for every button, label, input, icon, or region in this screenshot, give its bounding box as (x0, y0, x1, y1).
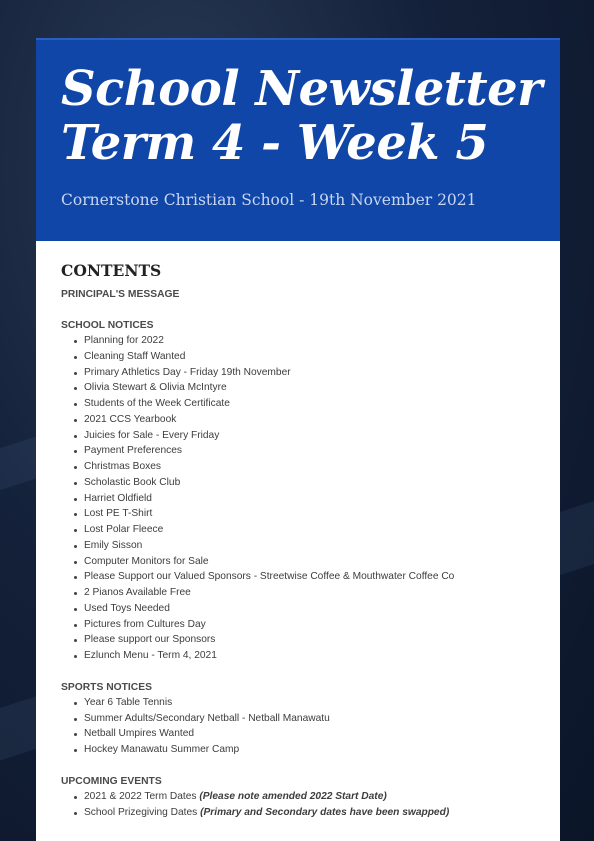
upcoming-events-heading[interactable]: UPCOMING EVENTS (61, 775, 162, 787)
event-text: 2021 & 2022 Term Dates (84, 790, 200, 802)
list-item[interactable]: Lost PE T-Shirt (84, 506, 535, 522)
list-item[interactable]: Christmas Boxes (84, 459, 535, 475)
contents-section (36, 241, 560, 820)
list-item[interactable]: Olivia Stewart & Olivia McIntyre (84, 380, 535, 396)
event-text: School Prizegiving Dates (84, 806, 201, 818)
list-item[interactable]: Used Toys Needed (84, 601, 535, 617)
list-item[interactable]: Cleaning Staff Wanted (84, 349, 535, 365)
newsletter-header (36, 38, 560, 241)
principal-message-link[interactable]: PRINCIPAL'S MESSAGE (61, 289, 180, 300)
upcoming-events-list (61, 789, 535, 821)
list-item[interactable]: Juicies for Sale - Every Friday (84, 428, 535, 444)
list-item[interactable]: Please Support our Valued Sponsors - Streetwise Coffee & Mouthwater Coffee Co (84, 569, 535, 585)
list-item[interactable]: Hockey Manawatu Summer Camp (84, 742, 535, 758)
sports-notices-heading[interactable]: SPORTS NOTICES (61, 681, 152, 693)
list-item[interactable] (84, 789, 535, 805)
school-notices-heading[interactable]: SCHOOL NOTICES (61, 320, 154, 331)
list-item[interactable]: Lost Polar Fleece (84, 522, 535, 538)
list-item[interactable] (84, 805, 535, 821)
title-line-1: School Newsletter (61, 61, 542, 117)
list-item[interactable]: Pictures from Cultures Day (84, 617, 535, 633)
list-item[interactable]: Netball Umpires Wanted (84, 726, 535, 742)
list-item[interactable]: Ezlunch Menu - Term 4, 2021 (84, 648, 535, 664)
list-item[interactable]: Planning for 2022 (84, 333, 535, 349)
list-item[interactable]: Primary Athletics Day - Friday 19th November (84, 365, 535, 381)
contents-heading: CONTENTS (61, 261, 162, 280)
sports-notices-list (61, 695, 535, 758)
newsletter-subtitle: Cornerstone Christian School - 19th November 2021 (61, 191, 477, 209)
newsletter-card (36, 38, 560, 841)
title-line-2: Term 4 - Week 5 (61, 115, 489, 171)
list-item[interactable]: Computer Monitors for Sale (84, 554, 535, 570)
list-item[interactable]: Year 6 Table Tennis (84, 695, 535, 711)
newsletter-title (61, 62, 542, 170)
event-note: (Please note amended 2022 Start Date) (199, 790, 387, 802)
list-item[interactable]: Please support our Sponsors (84, 632, 535, 648)
school-notices-list (61, 333, 535, 664)
event-note: (Primary and Secondary dates have been swapped) (200, 806, 450, 818)
list-item[interactable]: Students of the Week Certificate (84, 396, 535, 412)
list-item[interactable]: 2 Pianos Available Free (84, 585, 535, 601)
list-item[interactable]: Scholastic Book Club (84, 475, 535, 491)
list-item[interactable]: Harriet Oldfield (84, 491, 535, 507)
list-item[interactable]: Payment Preferences (84, 443, 535, 459)
list-item[interactable]: Emily Sisson (84, 538, 535, 554)
list-item[interactable]: 2021 CCS Yearbook (84, 412, 535, 428)
list-item[interactable]: Summer Adults/Secondary Netball - Netball Manawatu (84, 711, 535, 727)
